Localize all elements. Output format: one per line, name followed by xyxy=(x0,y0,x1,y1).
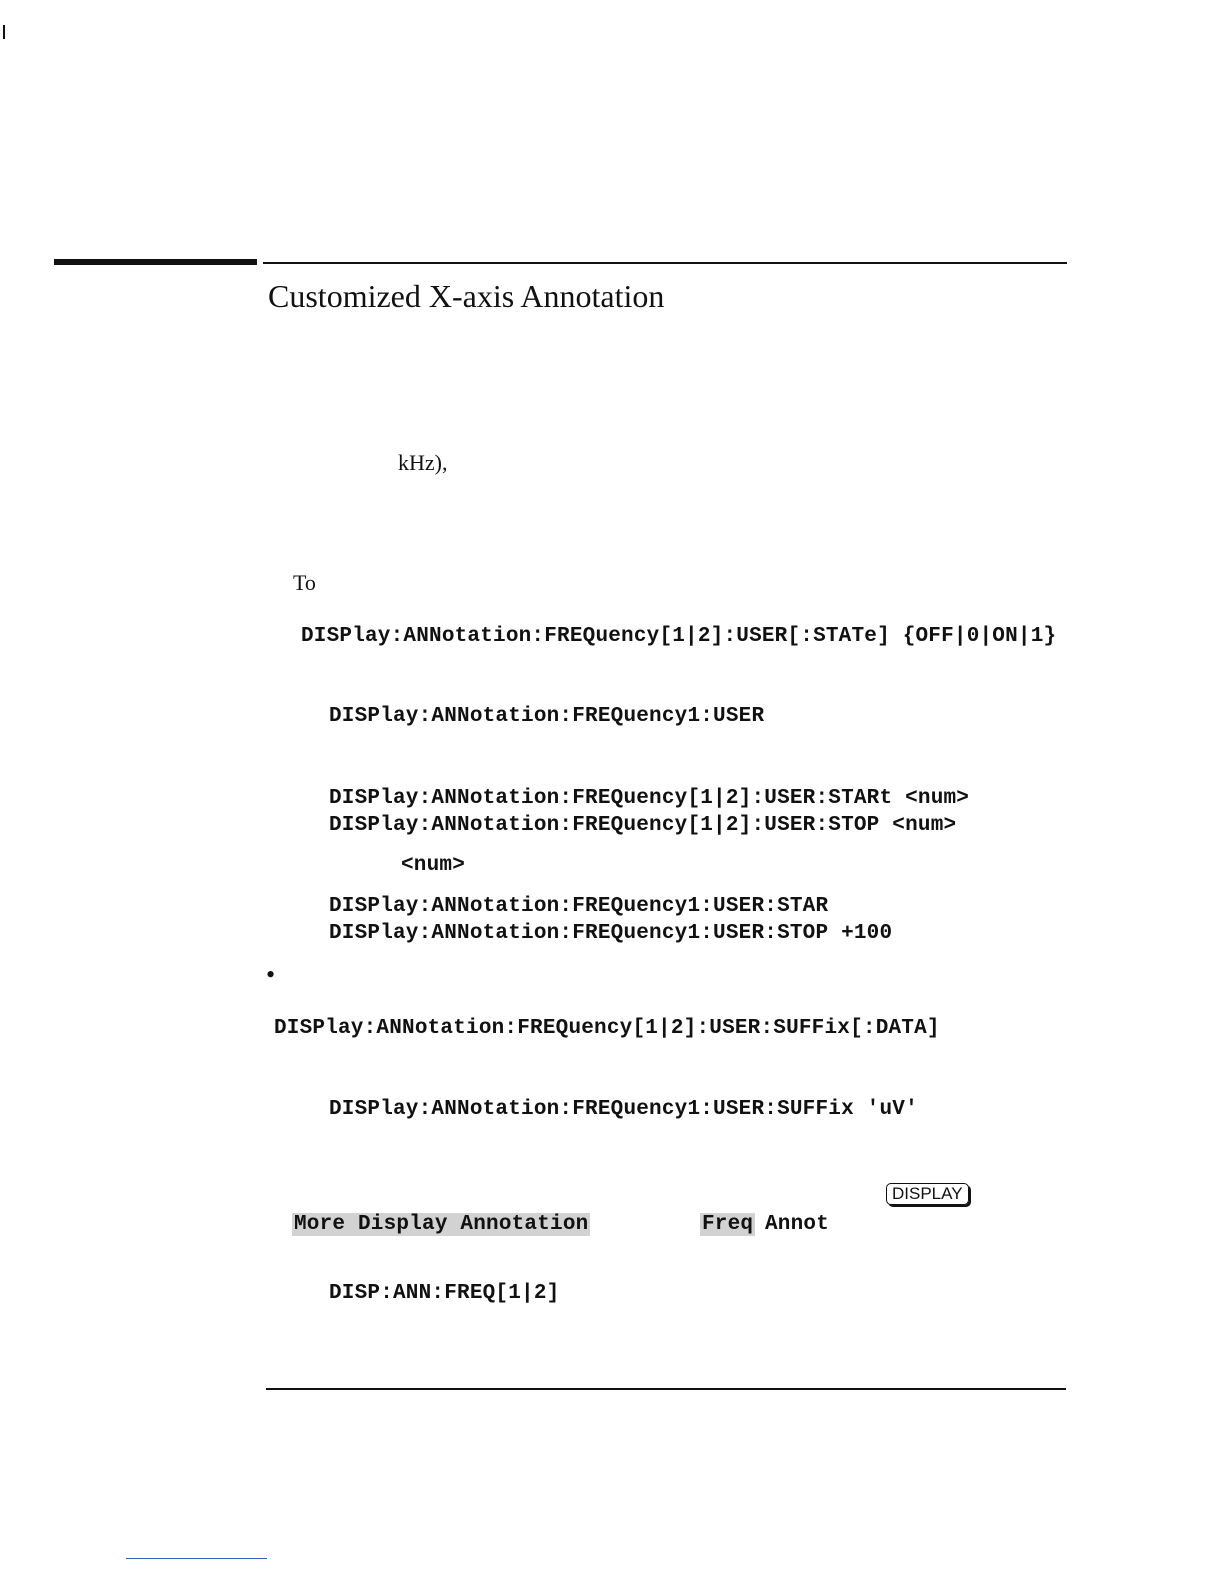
header-thin-rule xyxy=(263,262,1067,264)
more-display-annotation-softkey: More Display Annotation xyxy=(294,1213,589,1236)
page-number-rule xyxy=(126,1558,267,1559)
section-title: Customized X-axis Annotation xyxy=(268,278,665,314)
code-start-example: DISPlay:ANNotation:FREQuency1:USER:STAR xyxy=(329,895,829,918)
freq-softkey-label: Freq xyxy=(702,1213,754,1236)
display-hardkey: DISPLAY xyxy=(886,1183,969,1205)
code-stop-example: DISPlay:ANNotation:FREQuency1:USER:STOP +100 xyxy=(329,922,893,945)
footer-rule xyxy=(266,1388,1066,1390)
text-fragment-to: To xyxy=(293,570,316,595)
margin-mark xyxy=(3,25,5,39)
code-suffix-example: DISPlay:ANNotation:FREQuency1:USER:SUFFix 'uV' xyxy=(329,1098,918,1121)
code-user-state: DISPlay:ANNotation:FREQuency[1|2]:USER[:STATe] {OFF|0|ON|1} xyxy=(301,625,1057,648)
code-num-param: <num> xyxy=(401,854,466,877)
header-thick-rule xyxy=(54,259,257,265)
bullet-marker: • xyxy=(266,960,276,989)
text-fragment-khz: kHz), xyxy=(398,450,448,475)
code-user-start: DISPlay:ANNotation:FREQuency[1|2]:USER:STARt <num> xyxy=(329,787,970,810)
code-disp-short: DISP:ANN:FREQ[1|2] xyxy=(329,1282,560,1305)
code-user-example: DISPlay:ANNotation:FREQuency1:USER xyxy=(329,705,765,728)
code-user-suffix: DISPlay:ANNotation:FREQuency[1|2]:USER:SUFFix[:DATA] xyxy=(274,1017,940,1040)
code-user-stop: DISPlay:ANNotation:FREQuency[1|2]:USER:STOP <num> xyxy=(329,814,957,837)
annot-softkey-label: Annot xyxy=(765,1213,830,1236)
